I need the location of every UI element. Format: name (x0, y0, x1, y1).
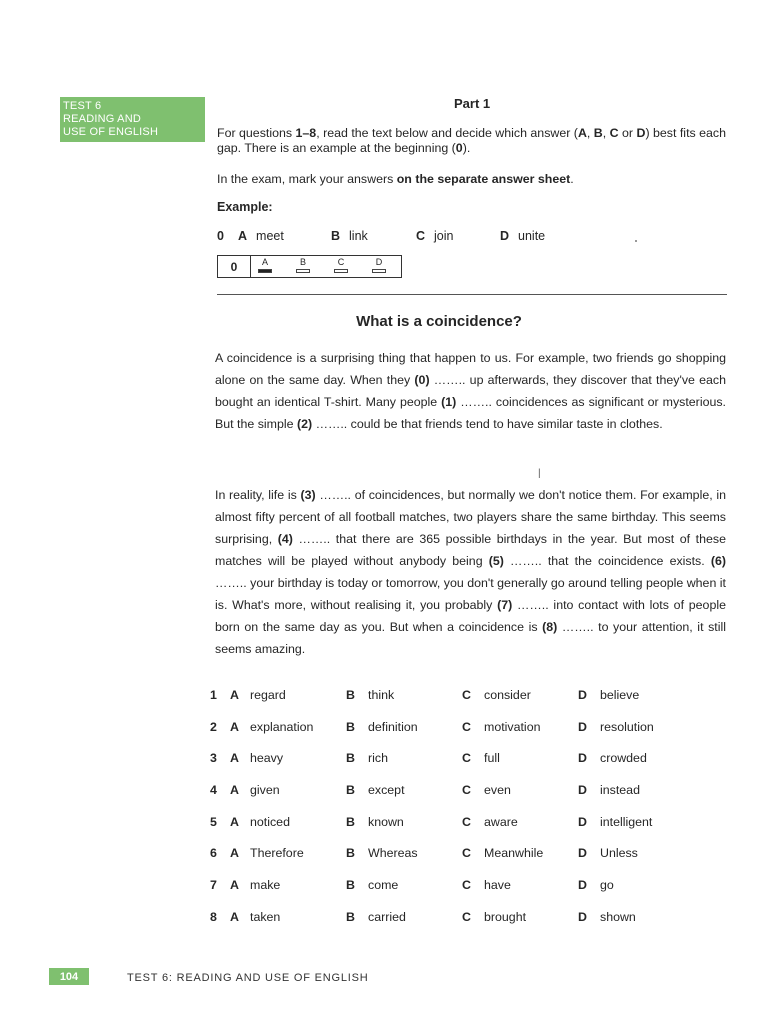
example-option-c (416, 229, 454, 243)
option-word-b: except (368, 782, 405, 797)
instr-text: ) best fits each gap. There is an example at the beginning ( (217, 126, 727, 155)
answer-options-table (210, 679, 680, 933)
option-word-a: heavy (250, 751, 284, 766)
para-text: …….. coincidences as significant or mysterious. But the simple (215, 395, 726, 431)
option-letter: C (462, 877, 471, 892)
gap-number: (3) (300, 488, 316, 502)
question-row (210, 679, 680, 711)
option-word-c: have (484, 877, 511, 892)
answer-bubble (296, 269, 310, 273)
option-letter: C (462, 846, 471, 861)
option-letter: A (230, 846, 239, 861)
option-letter: C (462, 687, 471, 702)
answer-box-option-d (370, 258, 388, 273)
option-word-c: Meanwhile (484, 846, 544, 861)
option-letter: B (346, 846, 355, 861)
option-word-a: noticed (250, 814, 290, 829)
instr-option: D (636, 126, 646, 140)
option-letter: B (346, 719, 355, 734)
para-text: A coincidence is a surprising thing that happen to us. For example, two friends go shopping alone on the same day. When they (215, 351, 726, 387)
option-word-b: think (368, 687, 395, 702)
paragraph-2 (215, 484, 726, 660)
example-option-b (331, 229, 368, 243)
gap-number: (1) (441, 395, 457, 409)
option-word-c: consider (484, 687, 531, 702)
gap-number: (4) (277, 532, 293, 546)
option-letter: A (230, 814, 239, 829)
option-letter: C (462, 719, 471, 734)
option-word-c: brought (484, 909, 527, 924)
option-word-a: Therefore (250, 846, 304, 861)
answer-bubble (372, 269, 386, 273)
option-word-b: known (368, 814, 404, 829)
option-letter: D (578, 782, 587, 797)
option-word: unite (518, 229, 546, 243)
instr-text: . (570, 172, 574, 186)
instr-text: ). (462, 141, 471, 155)
question-row (210, 869, 680, 901)
option-word-d: intelligent (600, 814, 653, 829)
question-number: 2 (210, 719, 217, 734)
option-word-a: explanation (250, 719, 314, 734)
page-number: 104 (49, 968, 89, 985)
para-text: …….. that there are 365 possible birthdays in the year. But most of these matches will be played without anybody being (215, 532, 726, 568)
option-word: join (434, 229, 454, 243)
option-letter: D (578, 814, 587, 829)
option-letter: B (346, 751, 355, 766)
option-letter: D (500, 229, 510, 243)
answer-box-option-c (332, 258, 350, 273)
divider (217, 294, 727, 295)
option-letter: D (578, 687, 587, 702)
gap-number: (2) (296, 417, 313, 431)
instr-range: 1–8 (295, 126, 317, 140)
option-letter: D (578, 846, 587, 861)
question-number: 3 (210, 751, 217, 766)
option-word: meet (256, 229, 284, 243)
para-text: …….. your birthday is today or tomorrow, you don't generally go around telling people when it is. What's more, without realising it, you probably (215, 576, 726, 612)
option-letter: D (578, 909, 587, 924)
instr-text: For questions (217, 126, 296, 140)
gap-number: (8) (542, 620, 558, 634)
paragraph-1 (215, 347, 726, 435)
option-word-c: even (484, 782, 511, 797)
part-title: Part 1 (454, 96, 491, 111)
answer-box-option-b (294, 258, 312, 273)
option-word-c: aware (484, 814, 518, 829)
para-text: …….. into contact with lots of people born on the same day as you. But when a coincidence is (215, 598, 726, 634)
option-word-b: definition (368, 719, 418, 734)
question-row (210, 742, 680, 774)
option-word-a: make (250, 877, 281, 892)
option-word-a: given (250, 782, 280, 797)
para-text: In reality, life is (215, 488, 301, 502)
instr-text: or (618, 126, 637, 140)
option-letter: B (346, 814, 355, 829)
question-number: 6 (210, 846, 217, 861)
option-word-d: believe (600, 687, 640, 702)
instr-text: , read the text below and decide which answer ( (316, 126, 578, 140)
para-text: …….. could be that friends tend to have similar taste in clothes. (312, 417, 663, 431)
answer-box-letter: D (375, 257, 383, 267)
example-option-d (500, 229, 545, 243)
option-word-d: resolution (600, 719, 654, 734)
stray-mark: | (538, 468, 541, 479)
option-letter: C (462, 909, 471, 924)
question-number: 7 (210, 877, 217, 892)
answer-options-body (210, 679, 680, 933)
instr-emphasis: on the separate answer sheet (396, 172, 571, 186)
option-letter: A (230, 909, 239, 924)
question-number: 5 (210, 814, 217, 829)
option-word-b: carried (368, 909, 406, 924)
question-number: 8 (210, 909, 217, 924)
example-option-a (238, 229, 284, 243)
gap-number: (0) (414, 373, 430, 387)
option-letter: A (230, 719, 239, 734)
option-letter: C (416, 229, 426, 243)
section-tab-line: USE OF ENGLISH (63, 126, 159, 138)
answer-box-letter: C (337, 257, 345, 267)
option-word-c: full (484, 751, 500, 766)
example-answer-box (217, 255, 402, 278)
option-word-d: crowded (600, 751, 647, 766)
instructions-exam (217, 172, 727, 187)
para-text: …….. to your attention, it still seems amazing. (215, 620, 726, 656)
question-row (210, 806, 680, 838)
instructions (217, 126, 727, 156)
instr-text: In the exam, mark your answers (217, 172, 397, 186)
option-letter: A (238, 229, 248, 243)
answer-box-number: 0 (218, 256, 251, 277)
answer-box-option-a (256, 258, 274, 273)
option-word-c: motivation (484, 719, 541, 734)
section-tab (60, 97, 205, 142)
running-title: TEST 6: READING AND USE OF ENGLISH (127, 972, 369, 984)
option-word-b: Whereas (368, 846, 418, 861)
option-letter: A (230, 687, 239, 702)
option-word-a: regard (250, 687, 286, 702)
option-word-b: rich (368, 751, 388, 766)
option-letter: B (346, 877, 355, 892)
text-title: What is a coincidence? (356, 313, 522, 330)
answer-bubble (334, 269, 348, 273)
instr-option: C (609, 126, 619, 140)
example-number (217, 229, 233, 243)
question-row (210, 711, 680, 743)
option-letter: C (462, 814, 471, 829)
option-letter: B (346, 687, 355, 702)
para-text: …….. of coincidences, but normally we don't notice them. For example, in almost fifty percent of all football matches, two players share the same birthday. This seems surprising, (215, 488, 726, 546)
option-letter: A (230, 751, 239, 766)
section-tab-line: READING AND (63, 113, 141, 125)
answer-bubble-filled (258, 269, 272, 273)
option-word-d: instead (600, 782, 640, 797)
answer-box-letter: B (299, 257, 306, 267)
option-letter: C (462, 751, 471, 766)
option-word-a: taken (250, 909, 281, 924)
option-word-d: shown (600, 909, 636, 924)
question-number: 1 (210, 687, 217, 702)
question-row (210, 901, 680, 933)
question-row (210, 774, 680, 806)
option-letter: D (578, 719, 587, 734)
option-letter: D (578, 877, 587, 892)
option-letter: B (346, 909, 355, 924)
option-letter: A (230, 877, 239, 892)
example-label: Example: (217, 200, 273, 214)
instr-zero: 0 (455, 141, 463, 155)
para-text: …….. that the coincidence exists. (503, 554, 711, 568)
question-number: 4 (210, 782, 217, 797)
instr-option: A (577, 126, 587, 140)
option-word-d: Unless (600, 846, 638, 861)
para-text: …….. up afterwards, they discover that they've each bought an identical T-shirt. Many people (215, 373, 726, 409)
instr-text: , (586, 126, 594, 140)
option-letter: B (346, 782, 355, 797)
option-letter: A (230, 782, 239, 797)
option-word-d: go (600, 877, 614, 892)
gap-number: (7) (497, 598, 513, 612)
option-letter: B (331, 229, 341, 243)
instr-option: B (593, 126, 603, 140)
option-word-b: come (368, 877, 399, 892)
answer-box-letter: A (261, 257, 268, 267)
option-letter: D (578, 751, 587, 766)
option-letter: C (462, 782, 471, 797)
instr-text: , (602, 126, 610, 140)
scan-speck (635, 240, 637, 242)
gap-number: (5) (488, 554, 504, 568)
section-tab-line: TEST 6 (63, 100, 102, 112)
option-word: link (349, 229, 368, 243)
example-num: 0 (217, 229, 224, 243)
question-row (210, 837, 680, 869)
gap-number: (6) (710, 554, 726, 568)
